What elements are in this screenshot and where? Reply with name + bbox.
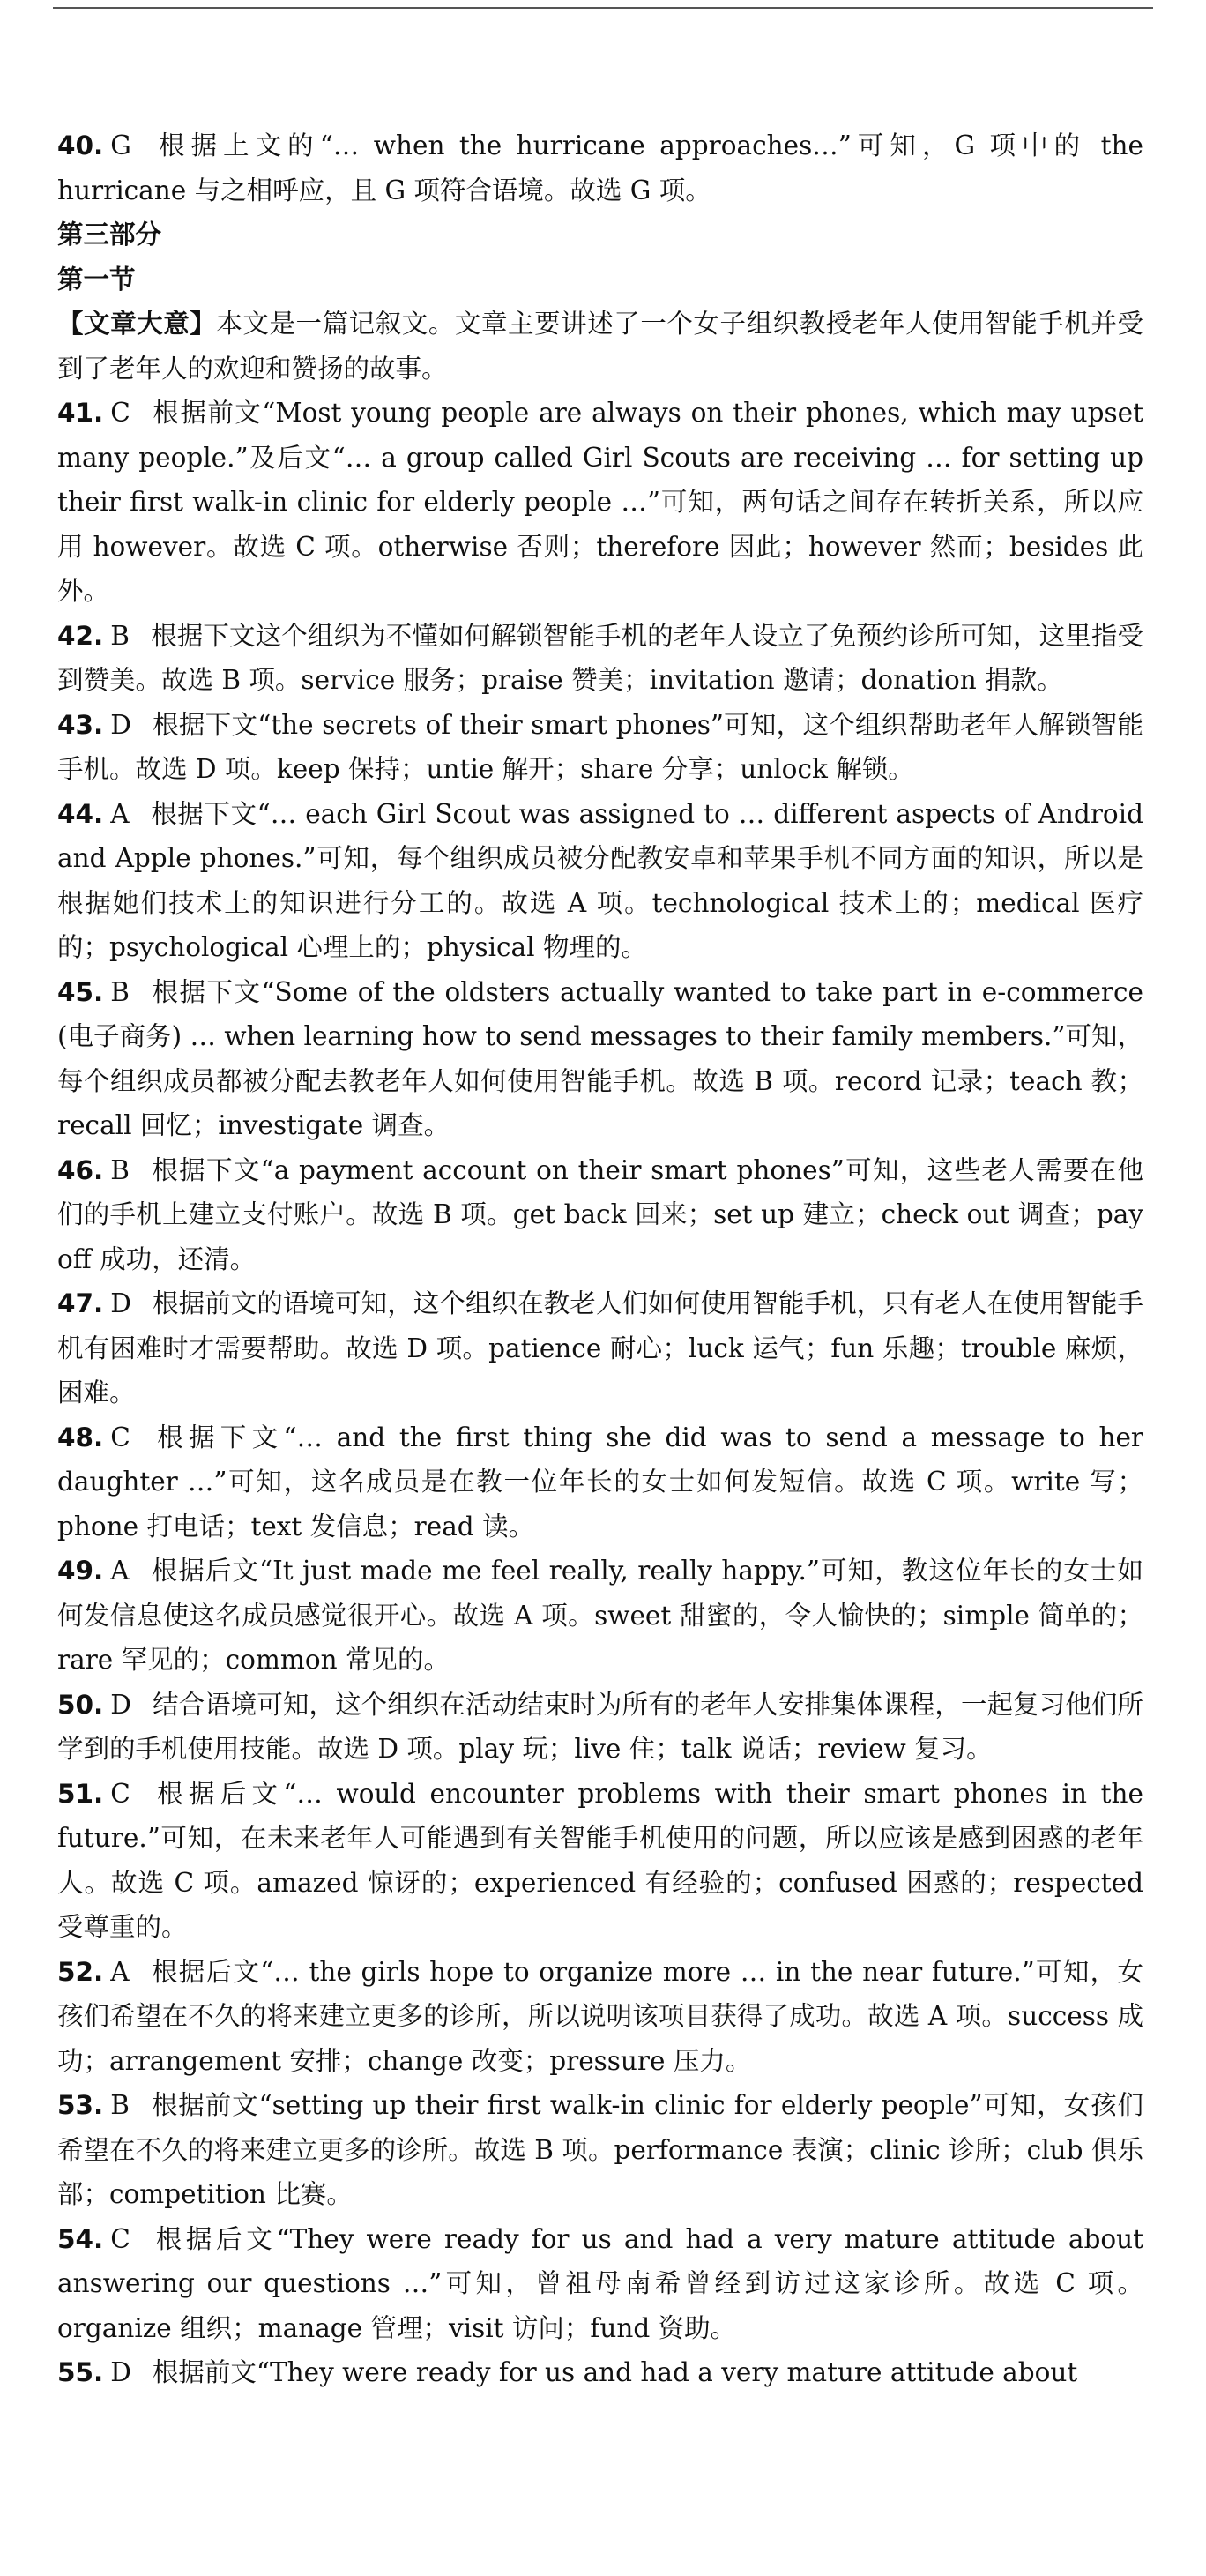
item-number: 45. bbox=[57, 976, 104, 1007]
answer-item bbox=[57, 1950, 1143, 2084]
item-explanation: 根据前文的语境可知，这个组织在教老人们如何使用智能手机，只有老人在使用智能手机有困难时才需要帮助。故选 D 项。patience 耐心；luck 运气；fun 乐趣；trouble 麻烦，困难。 bbox=[57, 1288, 1143, 1407]
item-number: 52. bbox=[57, 1956, 104, 1987]
item-answer: C bbox=[110, 2223, 130, 2254]
answer-item bbox=[57, 2350, 1143, 2395]
item-number: 44. bbox=[57, 798, 104, 829]
part-title: 第三部分 bbox=[57, 220, 162, 250]
item-answer: A bbox=[110, 798, 130, 829]
item-explanation: 根据前文“They were ready for us and had a very mature attitude about bbox=[152, 2357, 1078, 2387]
item-answer: C bbox=[110, 398, 130, 428]
item-explanation: 结合语境可知，这个组织在活动结束时为所有的老年人安排集体课程，一起复习他们所学到的手机使用技能。故选 D 项。play 玩；live 住；talk 说话；review 复习。 bbox=[57, 1689, 1143, 1764]
item-explanation: 根据下文“the secrets of their smart phones”可知，这个组织帮助老年人解锁智能手机。故选 D 项。keep 保持；untie 解开；share 分享；unlock 解锁。 bbox=[57, 709, 1143, 784]
answer-item bbox=[57, 703, 1143, 792]
top-rule bbox=[53, 7, 1153, 9]
item-explanation: 根据下文“… each Girl Scout was assigned to … different aspects of Android and Apple phones.”可知，每个组织成员被分配教安卓和苹果手机不同方面的知识，所以是根据她们技术上的知识进行分工的。故选 A 项。technological 技术上的；medical 医疗的；psychological 心理上的；physical 物理的。 bbox=[57, 798, 1143, 962]
section-title: 第一节 bbox=[57, 264, 136, 295]
item-number: 46. bbox=[57, 1154, 104, 1185]
item-answer: D bbox=[110, 2357, 131, 2387]
item-explanation: 根据后文“They were ready for us and had a very mature attitude about answering our questions …”可知，曾祖母南希曾经到访过这家诊所。故选 C 项。organize 组织；manage 管理；visit 访问；fund 资助。 bbox=[57, 2223, 1143, 2343]
item-number: 55. bbox=[57, 2357, 104, 2387]
item-explanation: 根据前文“Most young people are always on their phones, which may upset many people.”及后文“… a group called Girl Scouts are receiving … for setting up their first walk-in clinic for elderly people …”可知，两句话之间存在转折关系，所以应用 however。故选 C 项。otherwise 否则；therefore 因此；however 然而；besides 此外。 bbox=[57, 398, 1143, 606]
answer-40 bbox=[57, 123, 1143, 213]
answer-item bbox=[57, 792, 1143, 970]
item-answer: D bbox=[110, 709, 131, 740]
answer-item bbox=[57, 391, 1143, 614]
answer-item bbox=[57, 970, 1143, 1148]
item-explanation: 根据下文这个组织为不懂如何解锁智能手机的老年人设立了免预约诊所可知，这里指受到赞美。故选 B 项。service 服务；praise 赞美；invitation 邀请；donation 捐款。 bbox=[57, 620, 1143, 695]
item-answer: G bbox=[110, 131, 131, 161]
item-answer: B bbox=[110, 1154, 130, 1185]
item-explanation: 根据前文“setting up their first walk-in clinic for elderly people”可知，女孩们希望在不久的将来建立更多的诊所。故选 B 项。performance 表演；clinic 诊所；club 俱乐部；competition 比赛。 bbox=[57, 2090, 1143, 2209]
item-answer: C bbox=[110, 1422, 130, 1452]
answer-list bbox=[57, 391, 1143, 2395]
item-number: 51. bbox=[57, 1778, 104, 1809]
item-number: 54. bbox=[57, 2223, 104, 2254]
item-answer: B bbox=[110, 620, 130, 651]
answer-item bbox=[57, 1772, 1143, 1950]
item-number: 42. bbox=[57, 620, 104, 651]
item-explanation: 根据后文“… would encounter problems with their smart phones in the future.”可知，在未来老年人可能遇到有关智能手机使用的问题，所以应该是感到困惑的老年人。故选 C 项。amazed 惊讶的；experienced 有经验的；confused 困惑的；respected 受尊重的。 bbox=[57, 1778, 1143, 1942]
answer-item bbox=[57, 614, 1143, 703]
item-explanation: 根据后文“… the girls hope to organize more … in the near future.”可知，女孩们希望在不久的将来建立更多的诊所，所以说明该项目获得了成功。故选 A 项。success 成功；arrangement 安排；change 改变；pressure 压力。 bbox=[57, 1956, 1143, 2076]
article-summary bbox=[57, 302, 1143, 391]
item-number: 49. bbox=[57, 1556, 104, 1586]
item-number: 53. bbox=[57, 2090, 104, 2120]
answer-item bbox=[57, 1549, 1143, 1683]
item-answer: D bbox=[110, 1689, 131, 1720]
summary-label: 【文章大意】 bbox=[57, 309, 217, 339]
item-explanation: 根据下文“a payment account on their smart phones”可知，这些老人需要在他们的手机上建立支付账户。故选 B 项。get back 回来；set up 建立；check out 调查；pay off 成功，还清。 bbox=[57, 1154, 1143, 1274]
item-answer: B bbox=[110, 976, 130, 1007]
item-explanation: 根据下文“Some of the oldsters actually wanted to take part in e-commerce (电子商务) … when learning how to send messages to their family members.”可知，每个组织成员都被分配去教老年人如何使用智能手机。故选 B 项。record 记录；teach 教；recall 回忆；investigate 调查。 bbox=[57, 976, 1143, 1140]
answer-item bbox=[57, 1148, 1143, 1282]
item-number: 50. bbox=[57, 1689, 104, 1720]
item-answer: C bbox=[110, 1778, 130, 1809]
item-number: 40. bbox=[57, 131, 104, 161]
answer-item bbox=[57, 2083, 1143, 2217]
answer-item bbox=[57, 2217, 1143, 2351]
answer-item bbox=[57, 1683, 1143, 1772]
item-answer: B bbox=[110, 2090, 130, 2120]
answer-item bbox=[57, 1281, 1143, 1415]
summary-text: 本文是一篇记叙文。文章主要讲述了一个女子组织教授老年人使用智能手机并受到了老年人的欢迎和赞扬的故事。 bbox=[57, 309, 1143, 384]
answer-item bbox=[57, 1415, 1143, 1549]
item-answer: A bbox=[110, 1956, 130, 1987]
item-answer: D bbox=[110, 1288, 131, 1318]
item-explanation: 根据下文“… and the first thing she did was to send a message to her daughter …”可知，这名成员是在教一位年长的女士如何发短信。故选 C 项。write 写；phone 打电话；text 发信息；read 读。 bbox=[57, 1422, 1143, 1542]
item-answer: A bbox=[110, 1556, 130, 1586]
item-number: 41. bbox=[57, 398, 104, 428]
item-explanation: 根据上文的“… when the hurricane approaches…”可知，G 项中的 the hurricane 与之相呼应，且 G 项符合语境。故选 G 项。 bbox=[57, 131, 1143, 205]
item-number: 47. bbox=[57, 1288, 104, 1318]
item-number: 48. bbox=[57, 1422, 104, 1452]
item-number: 43. bbox=[57, 709, 104, 740]
answer-key-page bbox=[57, 123, 1143, 2395]
item-explanation: 根据后文“It just made me feel really, really happy.”可知，教这位年长的女士如何发信息使这名成员感觉很开心。故选 A 项。sweet 甜蜜的，令人愉快的；simple 简单的；rare 罕见的；common 常见的。 bbox=[57, 1556, 1143, 1675]
